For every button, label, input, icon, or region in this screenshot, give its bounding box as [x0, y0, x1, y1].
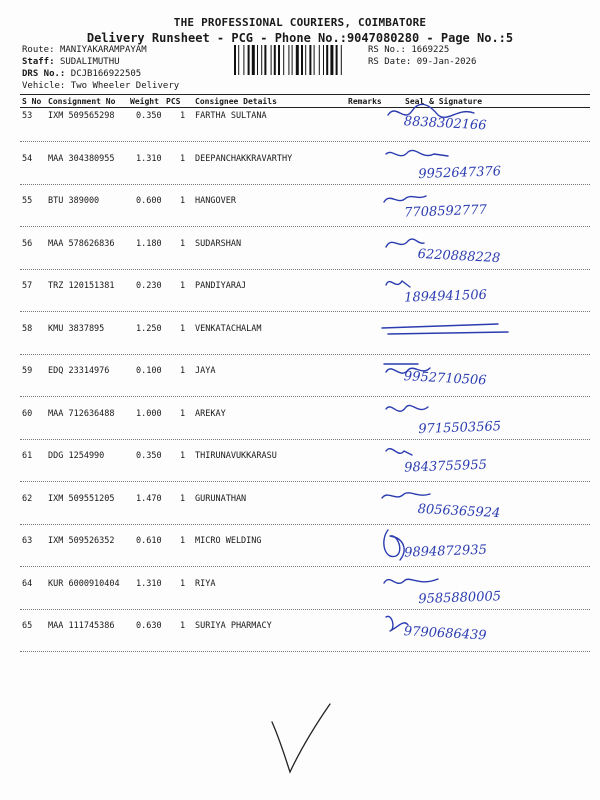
row-weight: 1.180 [136, 238, 162, 249]
drs-value: DCJB166922505 [70, 69, 142, 79]
row-pcs: 1 [180, 621, 186, 631]
row-weight: 1.310 [136, 153, 162, 164]
drs-label: DRS No.: [22, 69, 66, 79]
row-consignment-no: MAA 712636488 [48, 408, 115, 419]
row-consignment-no: KUR 6000910404 [48, 578, 120, 589]
rs-date-label: RS Date: [368, 57, 412, 67]
signature-area [378, 186, 590, 226]
row-pcs: 1 [180, 366, 186, 376]
row-sno: 61 [22, 451, 33, 461]
row-consignment-no: MAA 304380955 [48, 153, 115, 164]
row-consignee: MICRO WELDING [195, 536, 262, 546]
row-pcs: 1 [180, 153, 186, 164]
row-pcs: 1 [180, 238, 186, 249]
row-sno: 53 [22, 111, 33, 121]
handwritten-phone: 8838302166 [403, 114, 487, 134]
staff-line [22, 57, 120, 67]
row-sno: 58 [22, 323, 33, 334]
row-consignment-no: MAA 578626836 [48, 238, 115, 249]
row-pcs: 1 [180, 281, 186, 291]
drs-line [22, 69, 141, 79]
row-sno: 60 [22, 408, 33, 419]
row-consignment-no: MAA 111745386 [48, 621, 115, 631]
row-weight: 0.350 [136, 111, 162, 121]
staff-label: Staff: [22, 57, 55, 67]
signature-area [378, 441, 590, 481]
checkmark-icon [260, 700, 340, 780]
signature-area [378, 229, 590, 269]
row-pcs: 1 [180, 323, 186, 334]
row-pcs: 1 [180, 196, 186, 206]
row-separator [20, 524, 590, 525]
runsheet-subtitle: Delivery Runsheet - PCG - Phone No.:9047080280 - Page No.:5 [86, 31, 514, 45]
rs-date-value: 09-Jan-2026 [416, 57, 477, 67]
route-label: Route: [22, 45, 55, 55]
row-weight: 0.100 [136, 366, 162, 376]
handwritten-phone: 9715503565 [418, 418, 502, 437]
row-separator [20, 609, 590, 610]
row-consignee: JAYA [195, 366, 216, 376]
row-sno: 56 [22, 238, 33, 249]
row-weight: 1.470 [136, 493, 162, 504]
row-consignment-no: DDG 1254990 [48, 451, 105, 461]
row-weight: 1.310 [136, 578, 162, 589]
row-sno: 62 [22, 493, 33, 504]
handwritten-phone: 9894872935 [403, 542, 488, 561]
row-consignment-no: KMU 3837895 [48, 323, 105, 334]
row-sno: 64 [22, 578, 33, 589]
row-weight: 1.000 [136, 408, 162, 419]
col-pcs: PCS [166, 97, 181, 106]
row-pcs: 1 [180, 536, 186, 546]
signature-area [378, 144, 590, 184]
handwritten-phone: 7708592777 [403, 202, 488, 221]
row-sno: 55 [22, 196, 33, 206]
signature-area [378, 569, 590, 609]
row-weight: 0.600 [136, 196, 162, 206]
row-consignee: SURIYA PHARMACY [195, 621, 272, 631]
row-weight: 0.230 [136, 281, 162, 291]
handwritten-phone: 6220888228 [417, 246, 501, 266]
row-separator [20, 481, 590, 482]
row-sno: 59 [22, 366, 33, 376]
row-weight: 0.610 [136, 536, 162, 546]
handwritten-phone: 9952710506 [403, 369, 487, 389]
row-pcs: 1 [180, 493, 186, 504]
row-consignee: RIYA [195, 578, 216, 589]
row-separator [20, 396, 590, 397]
row-pcs: 1 [180, 111, 186, 121]
row-consignment-no: BTU 389000 [48, 196, 100, 206]
col-weight: Weight [130, 97, 159, 106]
row-consignment-no: IXM 509565298 [48, 111, 115, 121]
handwritten-phone: 9843755955 [403, 457, 488, 476]
row-separator [20, 311, 590, 312]
signature-area [378, 271, 590, 311]
row-sno: 65 [22, 621, 33, 631]
row-weight: 1.250 [136, 323, 162, 334]
row-pcs: 1 [180, 578, 186, 589]
signature-area [378, 611, 590, 651]
vehicle-line [22, 81, 179, 91]
row-sno: 63 [22, 536, 33, 546]
row-sno: 54 [22, 153, 33, 164]
signature-area [378, 356, 590, 396]
row-consignment-no: IXM 509526352 [48, 536, 115, 546]
row-consignment-no: EDQ 23314976 [48, 366, 110, 376]
route-line [22, 45, 147, 55]
col-remarks: Remarks [348, 97, 382, 106]
signature-area [378, 526, 590, 566]
row-consignee: SUDARSHAN [195, 238, 242, 249]
header-top-rule [20, 94, 590, 95]
row-separator [20, 184, 590, 185]
vehicle-label: Vehicle: [22, 81, 66, 91]
row-sno: 57 [22, 281, 33, 291]
row-consignee: VENKATACHALAM [195, 323, 262, 334]
col-consignment: Consignment No [48, 97, 116, 106]
row-consignee: THIRUNAVUKKARASU [195, 451, 277, 461]
handwritten-phone: 9585880005 [418, 588, 502, 607]
handwritten-phone: 9790686439 [403, 624, 487, 644]
route-value: MANIYAKARAMPAYAM [59, 45, 147, 55]
row-separator [20, 566, 590, 567]
vehicle-value: Two Wheeler Delivery [70, 81, 180, 91]
row-separator [20, 141, 590, 142]
row-consignee: GURUNATHAN [195, 493, 247, 504]
col-signature: Seal & Signature [405, 97, 483, 106]
col-consignee: Consignee Details [195, 97, 277, 106]
row-consignee: PANDIYARAJ [195, 281, 247, 291]
row-separator [20, 269, 590, 270]
company-title: THE PROFESSIONAL COURIERS, COIMBATORE [173, 16, 427, 29]
row-consignee: HANGOVER [195, 196, 236, 206]
row-weight: 0.350 [136, 451, 162, 461]
row-consignee: AREKAY [195, 408, 226, 419]
row-separator [20, 651, 590, 652]
signature-area [378, 101, 590, 141]
row-pcs: 1 [180, 408, 186, 419]
handwritten-phone: 8056365924 [417, 501, 501, 521]
row-consignment-no: TRZ 120151381 [48, 281, 115, 291]
col-sno: S No [22, 97, 42, 106]
rs-date-line [368, 57, 476, 67]
row-separator [20, 439, 590, 440]
row-weight: 0.630 [136, 621, 162, 631]
row-consignee: DEEPANCHAKKRAVARTHY [195, 153, 293, 164]
row-consignment-no: IXM 509551205 [48, 493, 115, 504]
rs-no-value: 1669225 [411, 45, 450, 55]
barcode [232, 45, 362, 75]
signature-area [378, 314, 590, 354]
handwritten-phone: 9952647376 [418, 163, 502, 182]
signature-area [378, 399, 590, 439]
rs-no-line [368, 45, 449, 55]
row-separator [20, 226, 590, 227]
staff-value: SUDALIMUTHU [59, 57, 120, 67]
row-separator [20, 354, 590, 355]
row-pcs: 1 [180, 451, 186, 461]
handwritten-phone: 1894941506 [403, 287, 488, 306]
rs-no-label: RS No.: [368, 45, 406, 55]
signature-area [378, 484, 590, 524]
row-consignee: FARTHA SULTANA [195, 111, 267, 121]
